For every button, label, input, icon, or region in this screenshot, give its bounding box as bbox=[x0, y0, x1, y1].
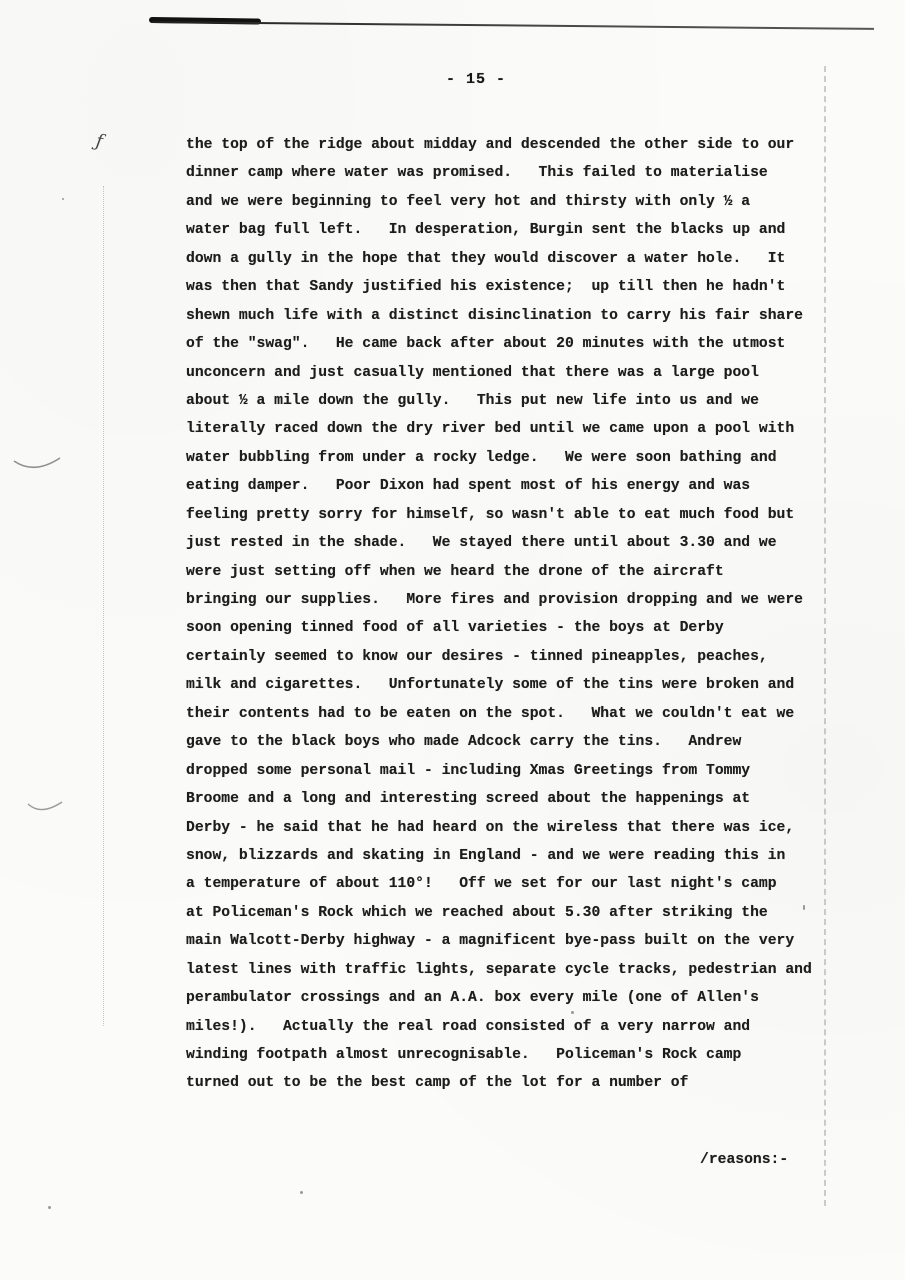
body-line: Derby - he said that he had heard on the wireless that there was ice, bbox=[186, 819, 795, 836]
right-margin-dashed-line bbox=[824, 66, 826, 1206]
body-line: feeling pretty sorry for himself, so wasn't able to eat much food but bbox=[186, 506, 795, 523]
body-line: water bubbling from under a rocky ledge. We were soon bathing and bbox=[186, 449, 777, 466]
body-line: was then that Sandy justified his existence; up till then he hadn't bbox=[186, 279, 786, 296]
body-line: unconcern and just casually mentioned that there was a large pool bbox=[186, 364, 759, 381]
body-line: gave to the black boys who made Adcock carry the tins. Andrew bbox=[186, 734, 742, 751]
body-line: at Policeman's Rock which we reached about 5.30 after striking the bbox=[186, 904, 768, 921]
body-line: eating damper. Poor Dixon had spent most of his energy and was bbox=[186, 478, 751, 495]
margin-pen-mark-curve-2 bbox=[26, 798, 66, 820]
body-line: dropped some personal mail - including Xmas Greetings from Tommy bbox=[186, 762, 751, 779]
body-line: were just setting off when we heard the drone of the aircraft bbox=[186, 563, 724, 580]
body-line: literally raced down the dry river bed until we came upon a pool with bbox=[186, 421, 795, 438]
body-line: milk and cigarettes. Unfortunately some of the tins were broken and bbox=[186, 677, 795, 694]
ink-speck bbox=[300, 1191, 303, 1194]
left-margin-dotted-line bbox=[103, 186, 104, 1026]
body-line: about ½ a mile down the gully. This put new life into us and we bbox=[186, 392, 759, 409]
top-scan-rule bbox=[152, 21, 874, 30]
body-line: bringing our supplies. More fires and provision dropping and we were bbox=[186, 592, 803, 608]
margin-pen-mark-curve-1 bbox=[12, 453, 64, 479]
body-line: the top of the ridge about midday and descended the other side to our bbox=[186, 137, 795, 153]
body-line: miles!). Actually the real road consisted of a very narrow and bbox=[186, 1018, 751, 1035]
body-line: main Walcott-Derby highway - a magnificent bye-pass built on the very bbox=[186, 933, 795, 950]
continuation-marker: /reasons:- bbox=[700, 1152, 789, 1168]
body-line: winding footpath almost unrecognisable. Policeman's Rock camp bbox=[186, 1047, 742, 1063]
body-line: of the "swag". He came back after about 20 minutes with the utmost bbox=[186, 336, 786, 353]
ink-speck bbox=[48, 1206, 51, 1209]
body-line: snow, blizzards and skating in England - and we were reading this in bbox=[186, 847, 786, 864]
body-line: latest lines with traffic lights, separate cycle tracks, pedestrian and bbox=[186, 961, 812, 978]
body-line: just rested in the shade. We stayed there until about 3.30 and we bbox=[186, 535, 777, 552]
body-line: perambulator crossings and an A.A. box every mile (one of Allen's bbox=[186, 990, 759, 1007]
body-line: certainly seemed to know our desires - tinned pineapples, peaches, bbox=[186, 648, 768, 665]
ink-speck bbox=[62, 198, 64, 200]
body-line: soon opening tinned food of all varieties - the boys at Derby bbox=[186, 620, 724, 637]
body-line: Broome and a long and interesting screed about the happenings at bbox=[186, 791, 751, 808]
body-line: down a gully in the hope that they would discover a water hole. It bbox=[186, 250, 786, 267]
body-line: their contents had to be eaten on the spot. What we couldn't eat we bbox=[186, 705, 795, 722]
page-number: - 15 - bbox=[446, 71, 507, 88]
top-scan-rule-blob bbox=[149, 17, 261, 25]
body-line: shewn much life with a distinct disinclination to carry his fair share bbox=[186, 307, 803, 324]
body-line: water bag full left. In desperation, Burgin sent the blacks up and bbox=[186, 222, 786, 239]
body-line: turned out to be the best camp of the lot for a number of bbox=[186, 1075, 689, 1092]
page-body bbox=[186, 131, 812, 1098]
body-line: dinner camp where water was promised. This failed to materialise bbox=[186, 165, 768, 182]
body-line: a temperature of about 110°! Off we set for our last night's camp bbox=[186, 876, 777, 893]
margin-ink-mark: ƒ bbox=[94, 130, 105, 153]
body-line: and we were beginning to feel very hot and thirsty with only ½ a bbox=[186, 193, 751, 210]
